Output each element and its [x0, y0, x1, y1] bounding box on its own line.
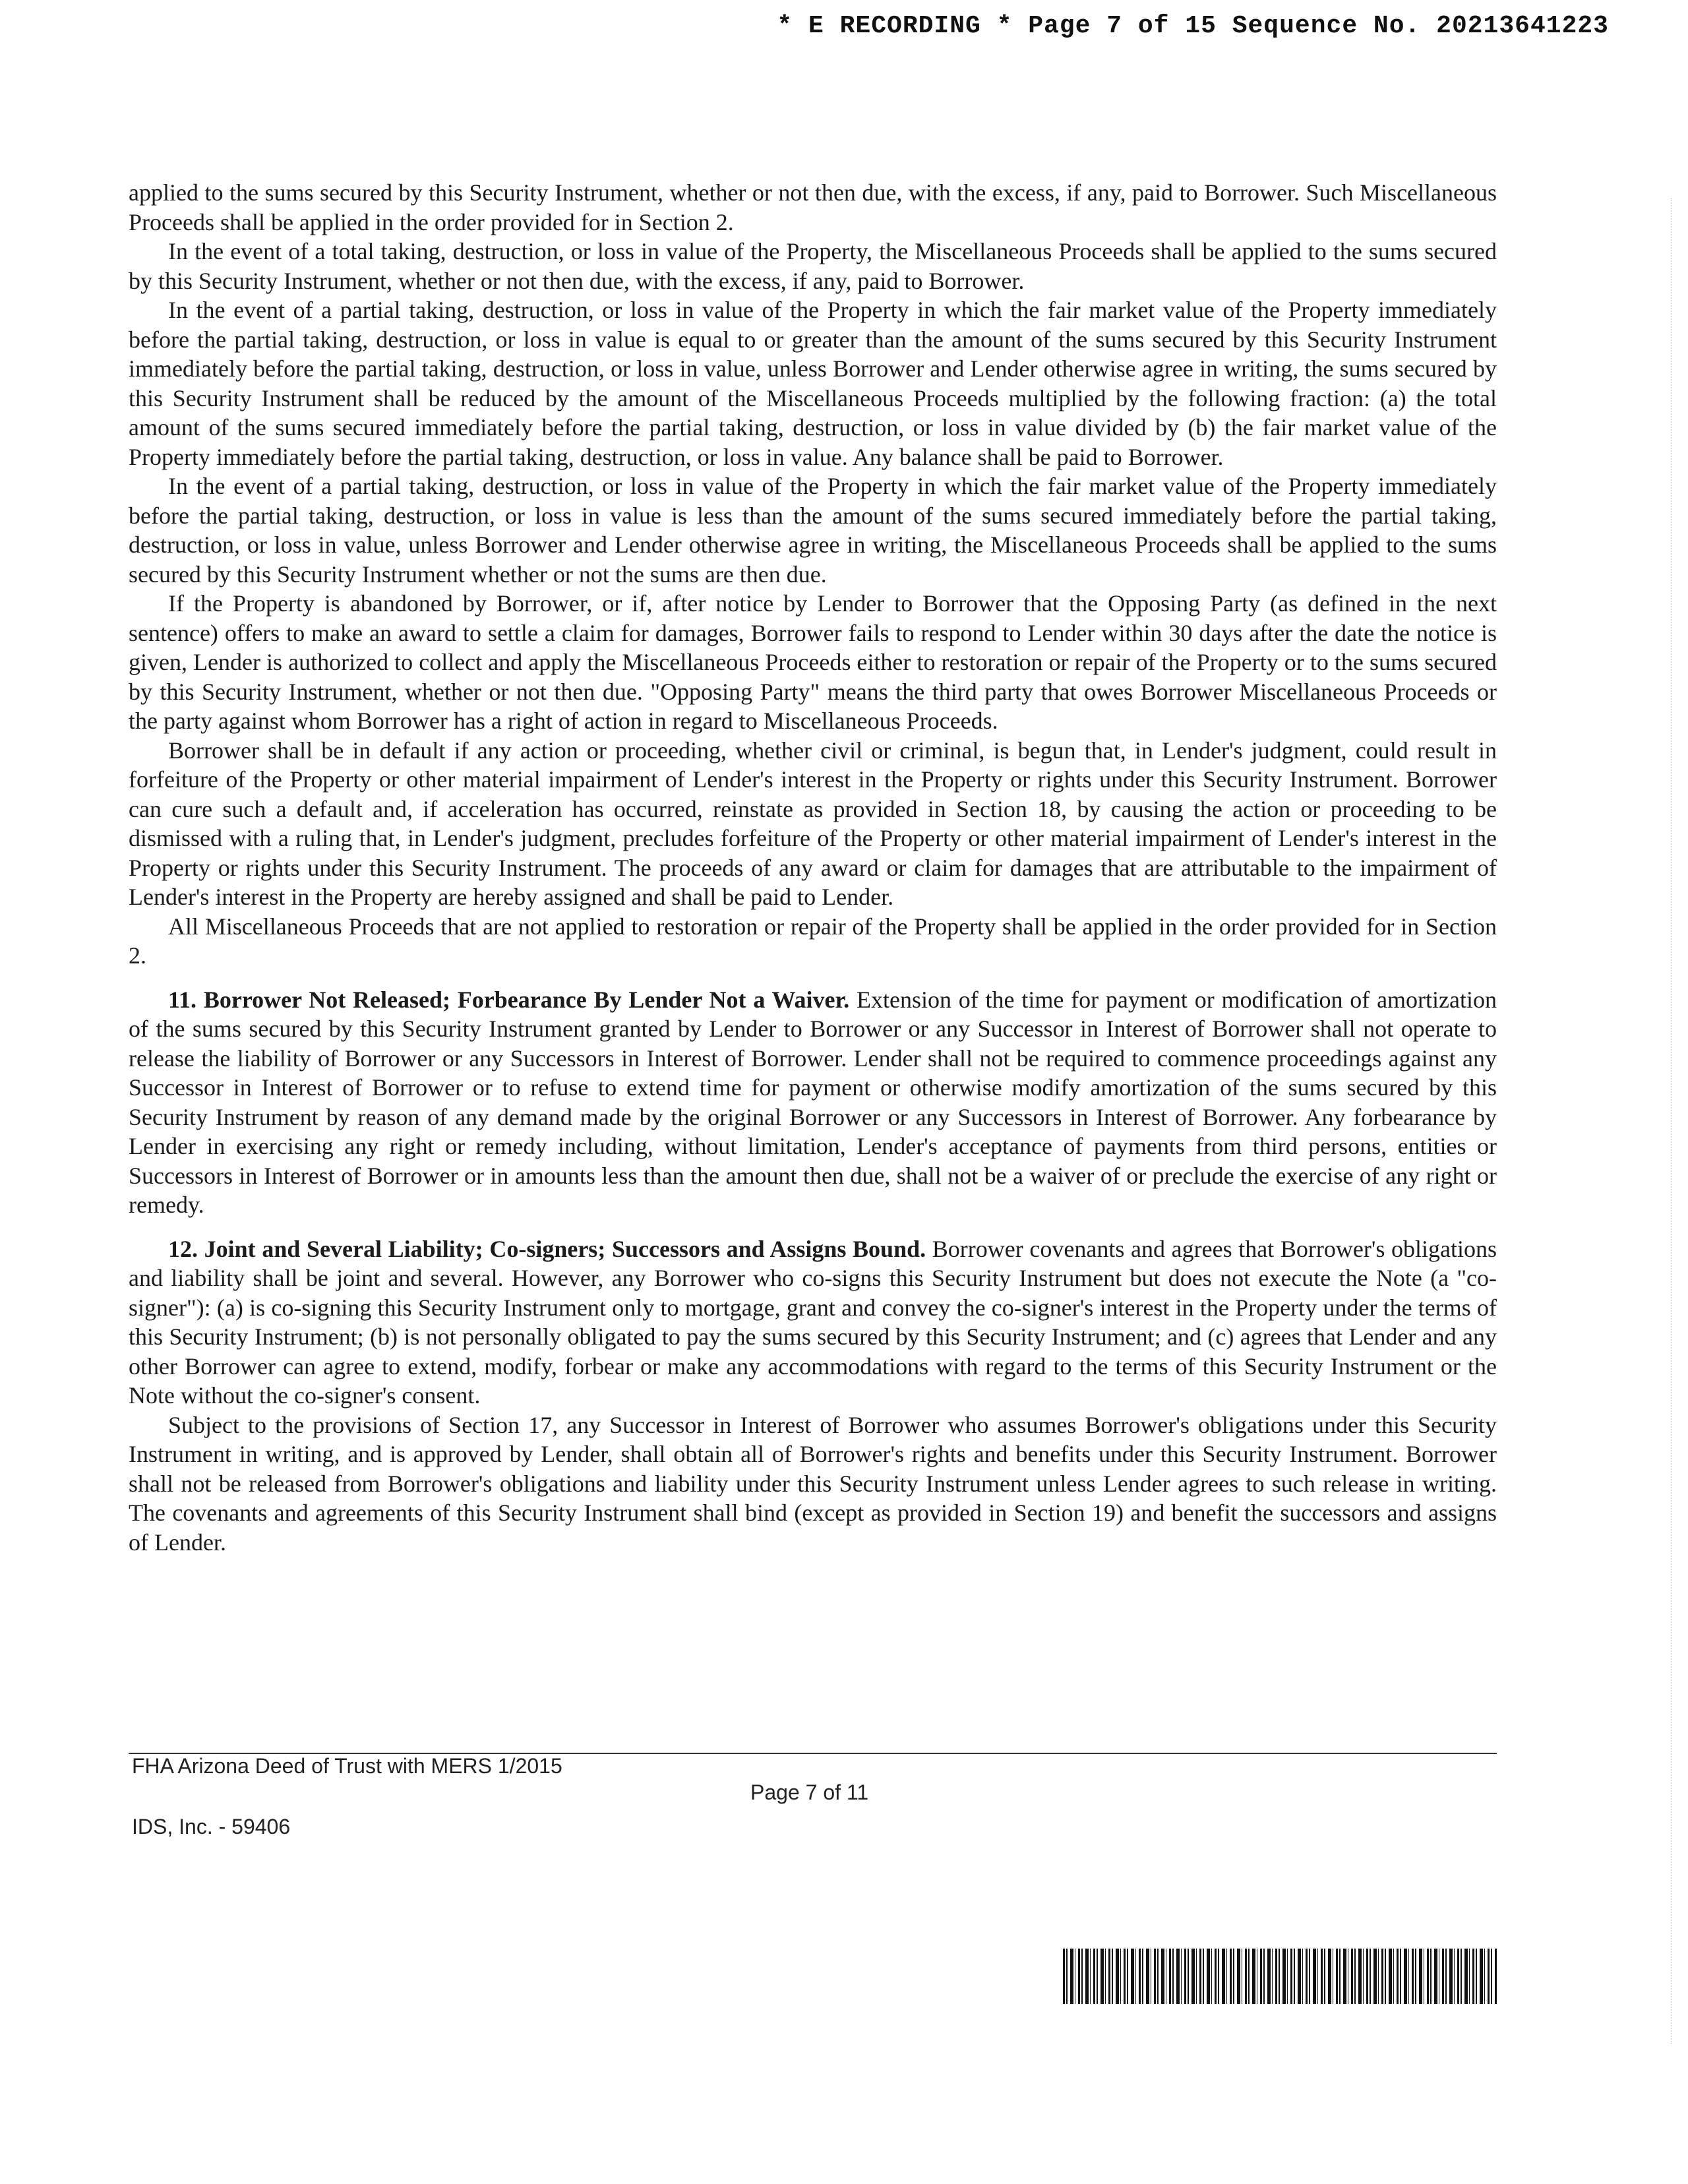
- paragraph: In the event of a total taking, destruction, or loss in value of the Property, the Miscellaneous Proceeds shall be applied to the sums secured by this Security Instrument, whether or not then due, with the excess, if any, paid to Borrower.: [129, 238, 1497, 294]
- section-11-heading: 11. Borrower Not Released; Forbearance By Lender Not a Waiver.: [168, 986, 850, 1013]
- section-11: [129, 985, 1497, 1220]
- barcode: [1063, 1949, 1497, 2004]
- section-12: [129, 1234, 1497, 1410]
- footer-page-number: Page 7 of 11: [750, 1780, 869, 1804]
- paragraph: If the Property is abandoned by Borrower, or if, after notice by Lender to Borrower that the Opposing Party (as defined in the next sentence) offers to make an award to settle a claim for damages, Borrower fails to respond to Lender within 30 days after the date the notice is given, Lender is authorized to collect and apply the Miscellaneous Proceeds either to restoration or repair of the Property or to the sums secured by this Security Instrument, whether or not then due. "Opposing Party" means the third party that owes Borrower Miscellaneous Proceeds or the party against whom Borrower has a right of action in regard to Miscellaneous Proceeds.: [129, 590, 1497, 734]
- paragraph: In the event of a partial taking, destruction, or loss in value of the Property in which the fair market value of the Property immediately before the partial taking, destruction, or loss in value is less than the amount of the sums secured immediately before the partial taking, destruction, or loss in value, unless Borrower and Lender otherwise agree in writing, the Miscellaneous Proceeds shall be applied to the sums secured by this Security Instrument whether or not the sums are then due.: [129, 473, 1497, 588]
- paragraph: All Miscellaneous Proceeds that are not applied to restoration or repair of the Property shall be applied in the order provided for in Section 2.: [129, 913, 1497, 969]
- section-12-followup: Subject to the provisions of Section 17, any Successor in Interest of Borrower who assumes Borrower's obligations under this Security Instrument in writing, and is approved by Lender, shall obtain all of Borrower's rights and benefits under this Security Instrument. Borrower shall not be released from Borrower's obligations and liability under this Security Instrument unless Lender agrees to such release in writing. The covenants and agreements of this Security Instrument shall bind (except as provided in Section 19) and benefit the successors and assigns of Lender.: [129, 1411, 1497, 1556]
- section-12-text: Borrower covenants and agrees that Borrower's obligations and liability shall be joint and several. However, any Borrower who co-signs this Security Instrument but does not execute the Note (a "co-signer"): (a) is co-signing this Security Instrument only to mortgage, grant and convey the co-signer's interest in the Property under the terms of this Security Instrument; (b) is not personally obligated to pay the sums secured by this Security Instrument; and (c) agrees that Lender and any other Borrower can agree to extend, modify, forbear or make any accommodations with regard to the terms of this Security Instrument or the Note without the co-signer's consent.: [129, 1235, 1497, 1409]
- footer-form-name: FHA Arizona Deed of Trust with MERS 1/2015: [132, 1754, 562, 1778]
- recording-header: * E RECORDING * Page 7 of 15 Sequence No. 20213641223: [777, 12, 1609, 40]
- section-12-heading: 12. Joint and Several Liability; Co-signers; Successors and Assigns Bound.: [168, 1235, 926, 1262]
- scan-edge-marks: [1671, 198, 1675, 2044]
- paragraph: applied to the sums secured by this Security Instrument, whether or not then due, with the excess, if any, paid to Borrower. Such Miscellaneous Proceeds shall be applied in the order provided for in Section 2.: [129, 179, 1497, 235]
- document-body: [129, 178, 1497, 1557]
- section-11-text: Extension of the time for payment or modification of amortization of the sums secured by this Security Instrument granted by Lender to Borrower or any Successor in Interest of Borrower shall not operate to release the liability of Borrower or any Successors in Interest of Borrower. Lender shall not be required to commence proceedings against any Successor in Interest of Borrower or to refuse to extend time for payment or otherwise modify amortization of the sums secured by this Security Instrument by reason of any demand made by the original Borrower or any Successors in Interest of Borrower. Any forbearance by Lender in exercising any right or remedy including, without limitation, Lender's acceptance of payments from third persons, entities or Successors in Interest of Borrower or in amounts less than the amount then due, shall not be a waiver of or preclude the exercise of any right or remedy.: [129, 986, 1497, 1218]
- paragraph: Borrower shall be in default if any action or proceeding, whether civil or criminal, is begun that, in Lender's judgment, could result in forfeiture of the Property or other material impairment of Lender's interest in the Property or rights under this Security Instrument. Borrower can cure such a default and, if acceleration has occurred, reinstate as provided in Section 18, by causing the action or proceeding to be dismissed with a ruling that, in Lender's judgment, precludes forfeiture of the Property or other material impairment of Lender's interest in the Property or rights under this Security Instrument. The proceeds of any award or claim for damages that are attributable to the impairment of Lender's interest in the Property are hereby assigned and shall be paid to Lender.: [129, 737, 1497, 910]
- paragraph: In the event of a partial taking, destruction, or loss in value of the Property in which the fair market value of the Property immediately before the partial taking, destruction, or loss in value is equal to or greater than the amount of the sums secured by this Security Instrument immediately before the partial taking, destruction, or loss in value, unless Borrower and Lender otherwise agree in writing, the sums secured by this Security Instrument shall be reduced by the amount of the Miscellaneous Proceeds multiplied by the following fraction: (a) the total amount of the sums secured immediately before the partial taking, destruction, or loss in value divided by (b) the fair market value of the Property immediately before the partial taking, destruction, or loss in value. Any balance shall be paid to Borrower.: [129, 297, 1497, 470]
- footer-vendor: IDS, Inc. - 59406: [132, 1815, 291, 1838]
- footer-left: [132, 1754, 562, 1844]
